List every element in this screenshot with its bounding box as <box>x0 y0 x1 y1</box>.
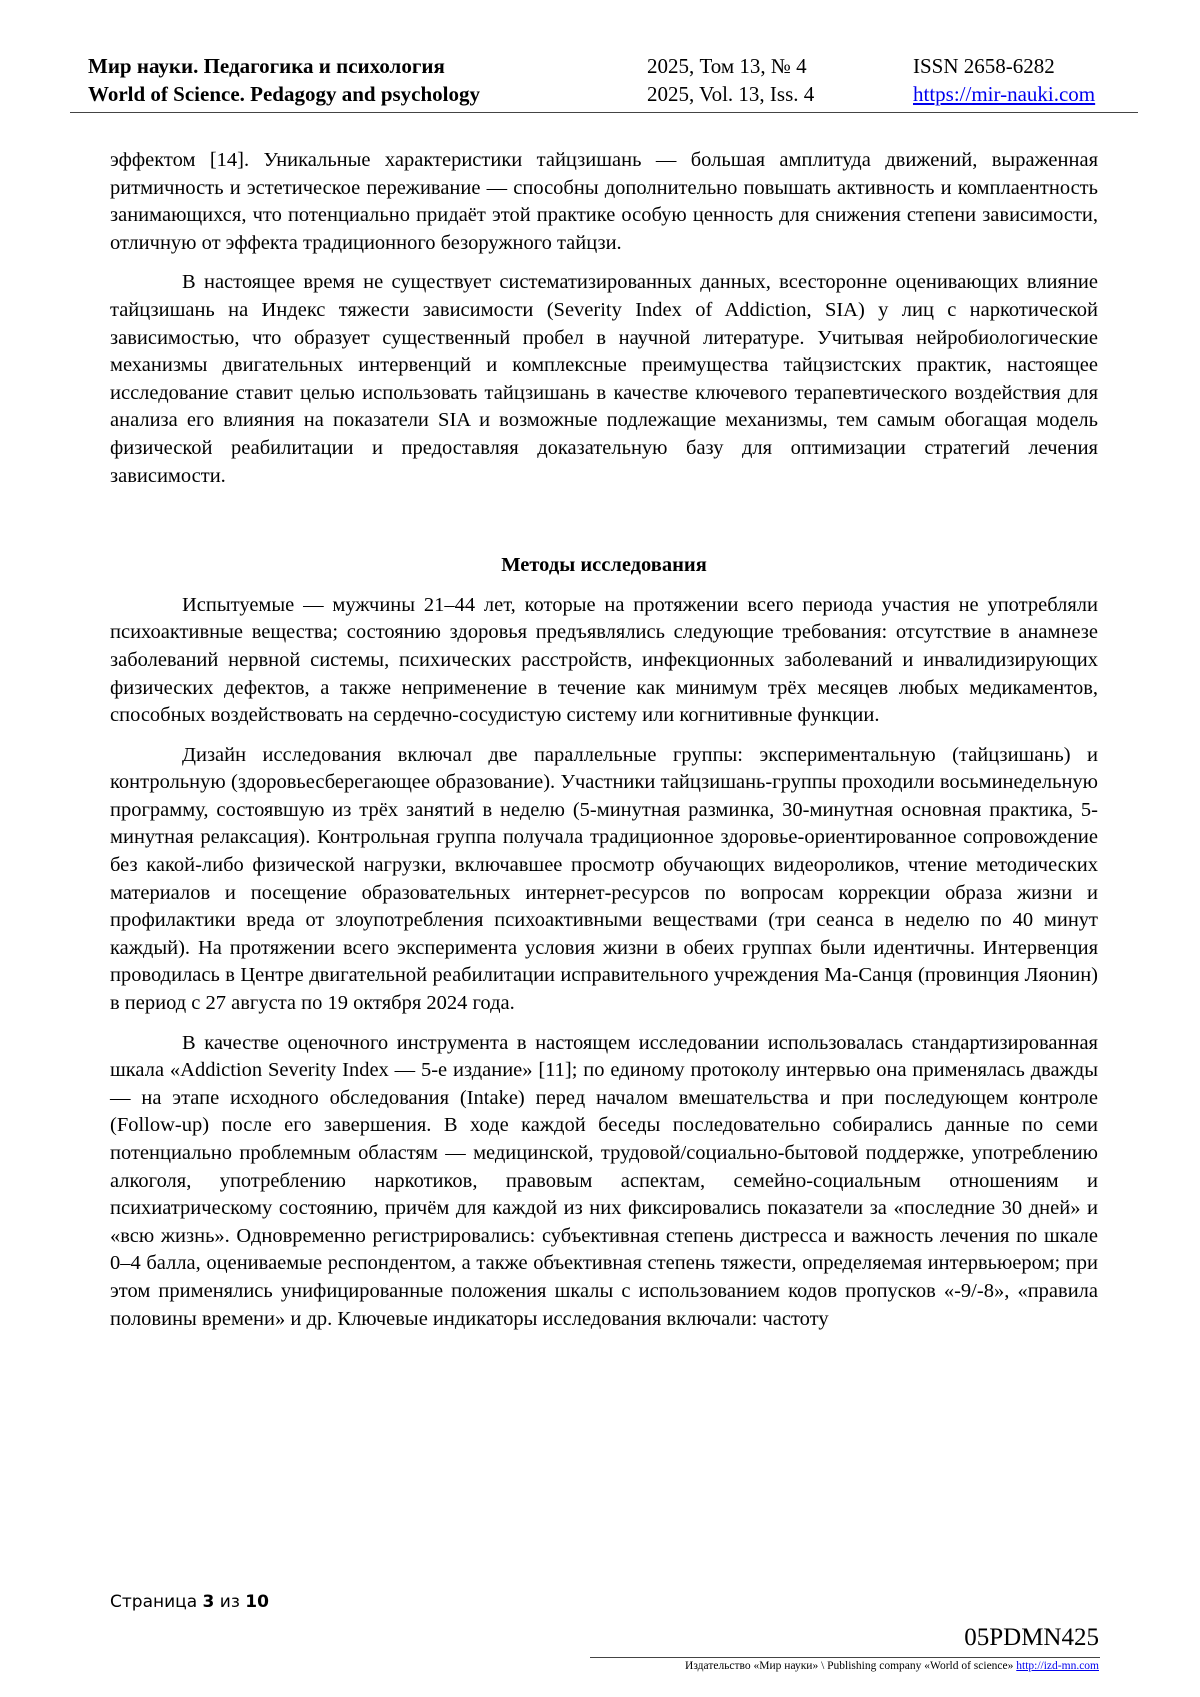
paragraph: Испытуемые — мужчины 21–44 лет, которые на протяжении всего периода участия не употребляли психоактивные вещества; состоянию здоровья предъявлялись следующие требования: отсутствие в анамнезе заболеваний нервной системы, психических расстройств, инфекционных заболеваний и инвалидизирующих физических дефектов, а также неприменение в течение как минимум трёх месяцев любых медикаментов, способных воздействовать на сердечно-сосудистую систему или когнитивные функции. <box>110 593 1098 727</box>
volume-en: 2025, Vol. 13, Iss. 4 <box>647 82 815 106</box>
page-of: из <box>219 1592 240 1612</box>
page-label: Страница <box>110 1592 198 1612</box>
page-header <box>70 52 1138 113</box>
paragraph: эффектом [14]. Уникальные характеристики тайцзишань — большая амплитуда движений, выраженная ритмичность и эстетическое переживание — способны дополнительно повышать активность и комплаентность занимающихся, что потенциально придаёт этой практике особую ценность для снижения степени зависимости, отличную от эффекта традиционного безоружного тайцзи. <box>110 149 1098 254</box>
paragraph: В качестве оценочного инструмента в настоящем исследовании использовалась стандартизированная шкала «Addiction Severity Index — 5-е издание» [11]; по единому протоколу интервью она применялась дважды — на этапе исходного обследования (Intake) перед началом вмешательства и при последующем контроле (Follow-up) после его завершения. В ходе каждой беседы последовательно собирались данные по семи потенциально проблемным областям — медицинской, трудовой/социально-бытовой поддержке, употреблению алкоголя, употреблению наркотиков, правовым аспектам, семейно-социальным отношениям и психиатрическому состоянию, причём для каждой из них фиксировались показатели за «последние 30 дней» и «всю жизнь». Одновременно регистрировались: субъективная степень дистресса и важность лечения по шкале 0–4 балла, оцениваемые респондентом, а также объективная степень тяжести, определяемая интервьюером; при этом применялись унифицированные положения шкалы с использованием кодов пропусков «-9/-8», «правила половины времени» и др. Ключевые индикаторы исследования включали: частоту <box>110 1031 1098 1330</box>
journal-title-en: World of Science. Pedagogy and psychology <box>88 82 481 106</box>
footer-divider <box>590 1657 1100 1658</box>
page-total: 10 <box>245 1592 269 1612</box>
journal-title-ru: Мир науки. Педагогика и психология <box>88 54 445 78</box>
publisher-url-link[interactable]: http://izd-mn.com <box>1016 1660 1099 1672</box>
section-heading: Методы исследования <box>501 554 707 577</box>
volume-ru: 2025, Том 13, № 4 <box>647 54 807 78</box>
journal-title <box>88 52 480 108</box>
page-number <box>110 1592 269 1612</box>
article-body <box>110 147 1098 1345</box>
paragraph: Дизайн исследования включал две параллельные группы: экспериментальную (тайцзишань) и контрольную (здоровьесберегающее образование). Участники тайцзишань-группы проходили восьминедельную программу, состоявшую из трёх занятий в неделю (5-минутная разминка, 30-минутная основная практика, 5-минутная релаксация). Контрольная группа получала традиционное здоровье-ориентированное сопровождение без какой-либо физической нагрузки, включавшее просмотр обучающих видеороликов, чтение методических материалов и посещение образовательных интернет-ресурсов по вопросам коррекции образа жизни и профилактики вреда от злоупотребления психоактивными веществами (три сеанса в неделю по 40 минут каждый). На протяжении всего эксперимента условия жизни в обеих группах были идентичны. Интервенция проводилась в Центре двигательной реабилитации исправительного учреждения Ма-Санця (провинция Ляонин) в период с 27 августа по 19 октября 2024 года. <box>110 743 1098 1015</box>
publisher-footer <box>685 1660 1099 1672</box>
publisher-text: Издательство «Мир науки» \ Publishing company «World of science» <box>685 1660 1014 1672</box>
page-current: 3 <box>202 1592 215 1612</box>
volume-info <box>647 52 814 108</box>
article-code: 05PDMN425 <box>964 1624 1099 1651</box>
journal-url-link[interactable]: https://mir-nauki.com <box>913 82 1096 106</box>
issn: ISSN 2658-6282 <box>913 54 1055 78</box>
paragraph: В настоящее время не существует систематизированных данных, всесторонне оценивающих влияние тайцзишань на Индекс тяжести зависимости (Severity Index of Addiction, SIA) у лиц с наркотической зависимостью, что образует существенный пробел в научной литературе. Учитывая нейробиологические механизмы двигательных интервенций и комплексные преимущества тайцзистских практик, настоящее исследование ставит целью использовать тайцзишань в качестве ключевого терапевтического воздействия для анализа его влияния на показатели SIA и возможные подлежащие механизмы, тем самым обогащая модель физической реабилитации и предоставляя доказательную базу для оптимизации стратегий лечения зависимости. <box>110 271 1098 487</box>
issn-info <box>913 52 1095 108</box>
